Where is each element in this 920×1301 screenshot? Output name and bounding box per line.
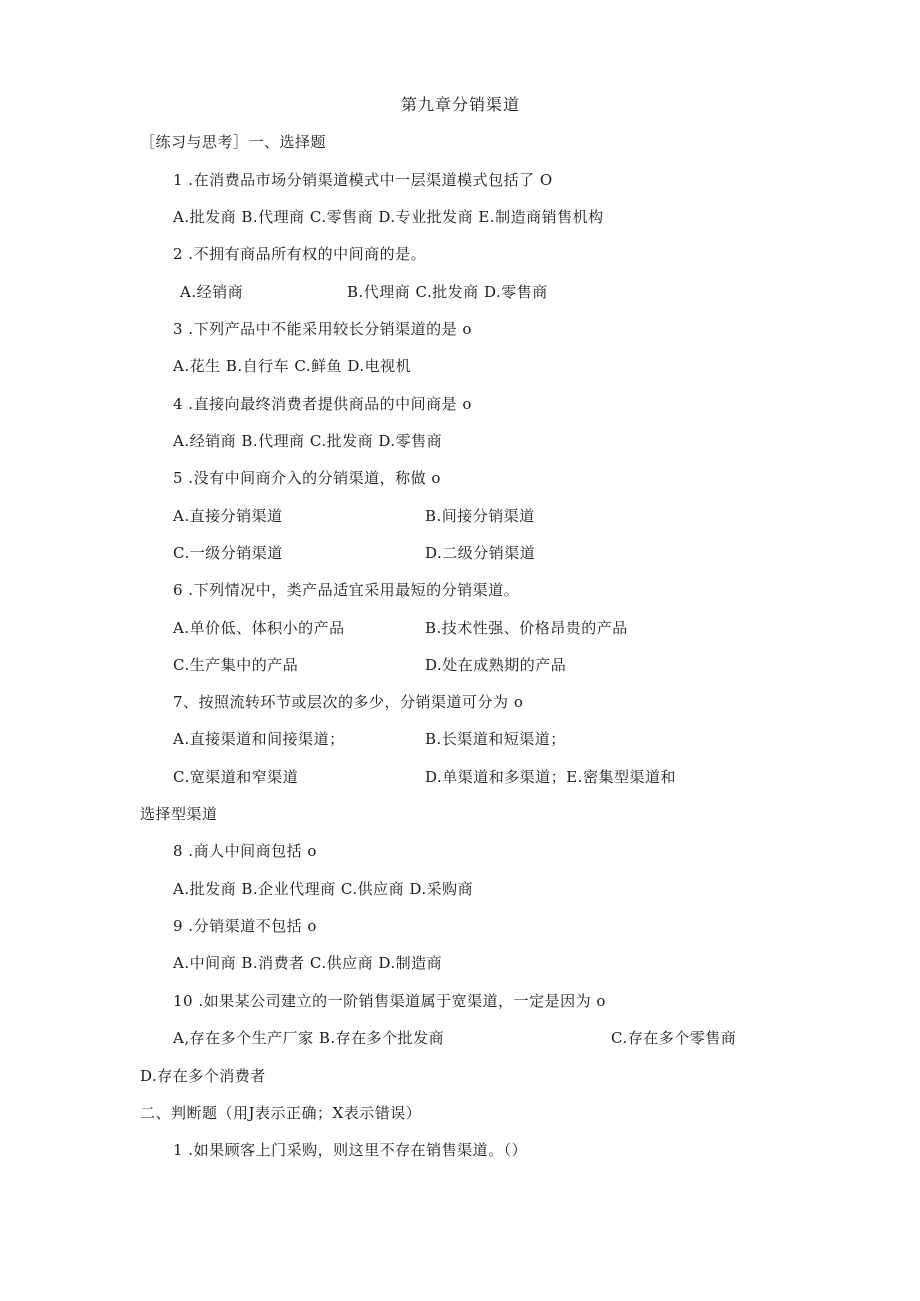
question-6-option-c: C.生产集中的产品 [173,656,299,674]
question-10-stem: 10 .如果某公司建立的一阶销售渠道属于宽渠道，一定是因为 o [173,992,606,1010]
question-2-stem: 2 .不拥有商品所有权的中间商的是。 [173,245,427,263]
judgement-1: 1 .如果顾客上门采购，则这里不存在销售渠道。（） [173,1141,528,1159]
question-8-stem: 8 .商人中间商包括 o [173,842,317,860]
question-7-option-e-continued: 选择型渠道 [140,805,218,823]
question-7-option-b: B.长渠道和短渠道； [425,730,566,748]
question-5-option-c: C.一级分销渠道 [173,544,283,562]
question-6-option-a: A.单价低、体积小的产品 [173,619,345,637]
question-7-option-c: C.宽渠道和窄渠道 [173,768,299,786]
section-heading-true-false: 二、判断题（用J表示正确；X表示错误） [140,1104,422,1122]
document-title: 第九章分销渠道 [401,95,521,114]
question-9-options: A.中间商 B.消费者 C.供应商 D.制造商 [173,954,443,972]
section-heading-multiple-choice: ［练习与思考］一、选择题 [140,133,327,151]
question-2-option-a: A.经销商 [180,283,244,301]
question-10-options-ab: A,存在多个生产厂家 B.存在多个批发商 [173,1029,445,1047]
question-4-options: A.经销商 B.代理商 C.批发商 D.零售商 [173,432,443,450]
question-5-option-b: B.间接分销渠道 [425,507,535,525]
question-3-options: A.花生 B.自行车 C.鲜鱼 D.电视机 [173,357,412,375]
question-10-option-d: D.存在多个消费者 [140,1067,266,1085]
question-5-option-d: D.二级分销渠道 [425,544,536,562]
question-6-option-d: D.处在成熟期的产品 [425,656,567,674]
question-7-stem: 7、按照流转环节或层次的多少，分销渠道可分为 o [173,693,524,711]
question-1-options: A.批发商 B.代理商 C.零售商 D.专业批发商 E.制造商销售机构 [173,208,604,226]
question-7-option-a: A.直接渠道和间接渠道； [173,730,345,748]
question-4-stem: 4 .直接向最终消费者提供商品的中间商是 o [173,395,472,413]
question-6-stem: 6 .下列情况中，类产品适宜采用最短的分销渠道。 [173,581,520,599]
question-7-option-de: D.单渠道和多渠道；E.密集型渠道和 [425,768,676,786]
question-5-option-a: A.直接分销渠道 [173,507,283,525]
question-5-stem: 5 .没有中间商介入的分销渠道，称做 o [173,469,441,487]
question-10-option-c: C.存在多个零售商 [611,1029,737,1047]
question-9-stem: 9 .分销渠道不包括 o [173,917,317,935]
question-3-stem: 3 .下列产品中不能采用较长分销渠道的是 o [173,320,472,338]
question-2-options-bcd: B.代理商 C.批发商 D.零售商 [347,283,548,301]
question-8-options: A.批发商 B.企业代理商 C.供应商 D.采购商 [173,880,474,898]
question-6-option-b: B.技术性强、价格昂贵的产品 [425,619,628,637]
question-1-stem: 1 .在消费品市场分销渠道模式中一层渠道模式包括了 O [173,171,553,189]
